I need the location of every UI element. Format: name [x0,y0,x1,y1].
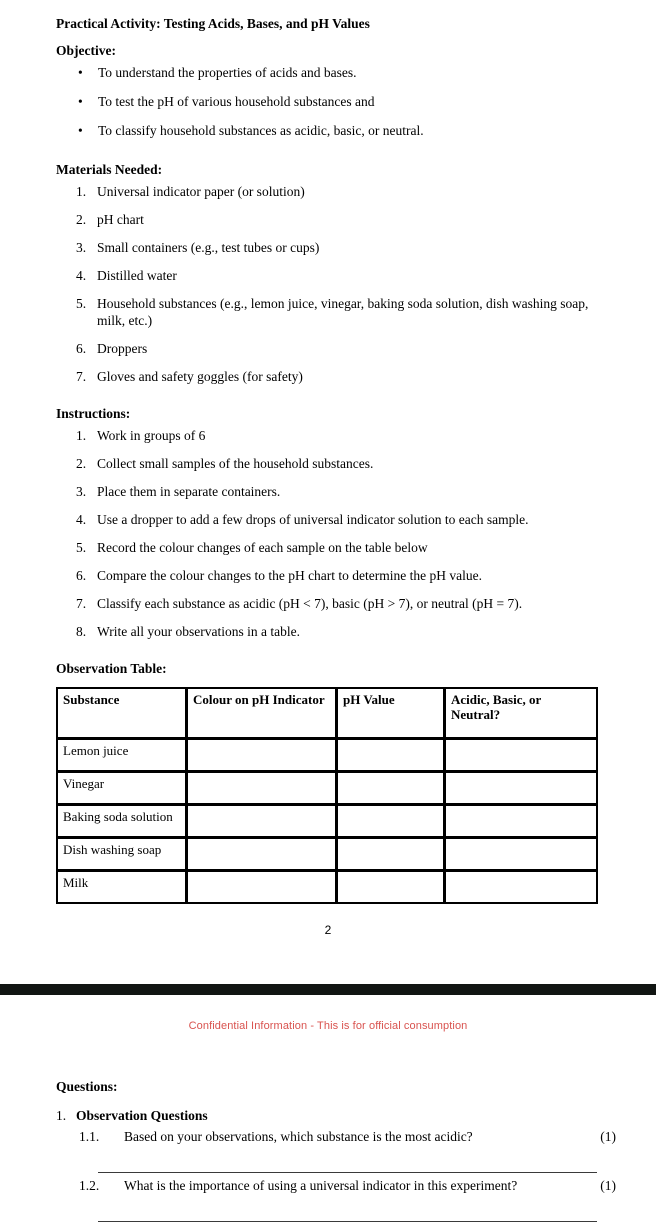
instructions-item-text: Classify each substance as acidic (pH < 7), basic (pH > 7), or neutral (pH = 7). [97,596,523,612]
bullet-icon: • [78,123,83,139]
list-item-number: 3. [76,484,87,500]
objective-item-text: To test the pH of various household substances and [98,94,375,110]
list-item-number: 7. [76,596,87,612]
column-header-classification: Acidic, Basic, or Neutral? [445,688,597,738]
column-header-colour: Colour on pH Indicator [187,688,336,738]
observation-table-heading: Observation Table: [56,661,167,677]
answer-line[interactable] [98,1221,597,1222]
questions-section [0,1032,656,1222]
cell-ph-value[interactable] [337,739,444,771]
materials-item-text: Small containers (e.g., test tubes or cups) [97,240,320,256]
list-item [56,511,600,528]
instructions-item-text: Work in groups of 6 [97,428,206,444]
cell-classification[interactable] [445,805,597,837]
list-item-number: 8. [76,624,87,640]
instructions-list [56,422,600,640]
list-item [56,567,600,584]
cell-colour[interactable] [187,805,336,837]
list-item [56,65,600,82]
materials-item-text: Distilled water [97,268,177,284]
question-number: 1.2. [79,1177,100,1193]
list-item [56,123,600,140]
question-marks: (1) [600,1128,616,1144]
materials-item-text: Universal indicator paper (or solution) [97,184,305,200]
materials-list [56,178,600,385]
list-item-number: 7. [76,369,87,385]
list-item [56,539,600,556]
list-item [56,483,600,500]
cell-ph-value[interactable] [337,871,444,903]
questions-heading: Questions: [56,1078,118,1094]
table-row [57,838,597,870]
instructions-item-text: Collect small samples of the household substances. [97,456,374,472]
question-group-number: 1. [56,1107,67,1123]
materials-item-text: Gloves and safety goggles (for safety) [97,369,303,385]
column-header-ph-value: pH Value [337,688,444,738]
list-item [56,340,600,357]
column-header-substance: Substance [57,688,186,738]
objective-item-text: To classify household substances as acidic, basic, or neutral. [98,123,424,139]
instructions-item-text: Use a dropper to add a few drops of universal indicator solution to each sample. [97,512,529,528]
table-row [57,805,597,837]
list-item [56,368,600,385]
list-item-number: 2. [76,456,87,472]
list-item [56,295,600,329]
list-item-number: 6. [76,341,87,357]
cell-substance: Vinegar [57,772,186,804]
table-row [57,871,597,903]
cell-classification[interactable] [445,739,597,771]
cell-classification[interactable] [445,871,597,903]
question-item [76,1124,616,1146]
question-text: What is the importance of using a universal indicator in this experiment? [124,1177,518,1193]
list-item-number: 2. [76,212,87,228]
bullet-icon: • [78,65,83,81]
materials-item-text: Household substances (e.g., lemon juice, vinegar, baking soda solution, dish washing soap, milk, etc.) [97,296,589,329]
cell-substance: Lemon juice [57,739,186,771]
question-group-title: Observation Questions [76,1107,208,1123]
list-item [56,239,600,256]
cell-substance: Baking soda solution [57,805,186,837]
confidential-banner: Confidential Information - This is for official consumption [188,1019,468,1032]
cell-colour[interactable] [187,772,336,804]
question-item [76,1173,616,1195]
materials-item-text: Droppers [97,341,148,357]
cell-colour[interactable] [187,838,336,870]
question-marks: (1) [600,1177,616,1193]
list-item [56,455,600,472]
cell-ph-value[interactable] [337,838,444,870]
observation-table-container [56,678,600,904]
instructions-item-text: Write all your observations in a table. [97,624,301,640]
cell-classification[interactable] [445,838,597,870]
instructions-heading: Instructions: [56,406,131,422]
materials-heading: Materials Needed: [56,162,163,177]
question-text: Based on your observations, which substance is the most acidic? [124,1128,473,1144]
instructions-item-text: Record the colour changes of each sample on the table below [97,540,428,556]
list-item-number: 6. [76,568,87,584]
list-item-number: 4. [76,512,87,528]
list-item [56,427,600,444]
list-item-number: 1. [76,184,87,200]
question-number: 1.1. [79,1128,100,1144]
cell-ph-value[interactable] [337,805,444,837]
page-number: 2 [324,922,332,937]
list-item-number: 5. [76,540,87,556]
table-row [57,739,597,771]
cell-ph-value[interactable] [337,772,444,804]
list-item [56,267,600,284]
list-item-number: 1. [76,428,87,444]
page-break-separator [0,984,656,995]
list-item [56,94,600,111]
list-item-number: 5. [76,296,87,312]
list-item [56,623,600,640]
list-item [56,183,600,200]
cell-classification[interactable] [445,772,597,804]
objective-list [56,59,600,140]
observation-table [56,687,598,904]
list-item [56,211,600,228]
objective-heading: Objective: [56,43,116,59]
list-item [56,595,600,612]
cell-substance: Dish washing soap [57,838,186,870]
page-title: Practical Activity: Testing Acids, Bases, and pH Values [56,16,370,31]
cell-colour[interactable] [187,871,336,903]
question-group [56,1095,616,1222]
bullet-icon: • [78,94,83,110]
materials-item-text: pH chart [97,212,144,228]
table-header-row [57,688,597,738]
cell-colour[interactable] [187,739,336,771]
list-item-number: 4. [76,268,87,284]
list-item-number: 3. [76,240,87,256]
cell-substance: Milk [57,871,186,903]
instructions-item-text: Compare the colour changes to the pH chart to determine the pH value. [97,568,482,584]
table-row [57,772,597,804]
objective-item-text: To understand the properties of acids and bases. [98,65,357,81]
instructions-item-text: Place them in separate containers. [97,484,281,500]
